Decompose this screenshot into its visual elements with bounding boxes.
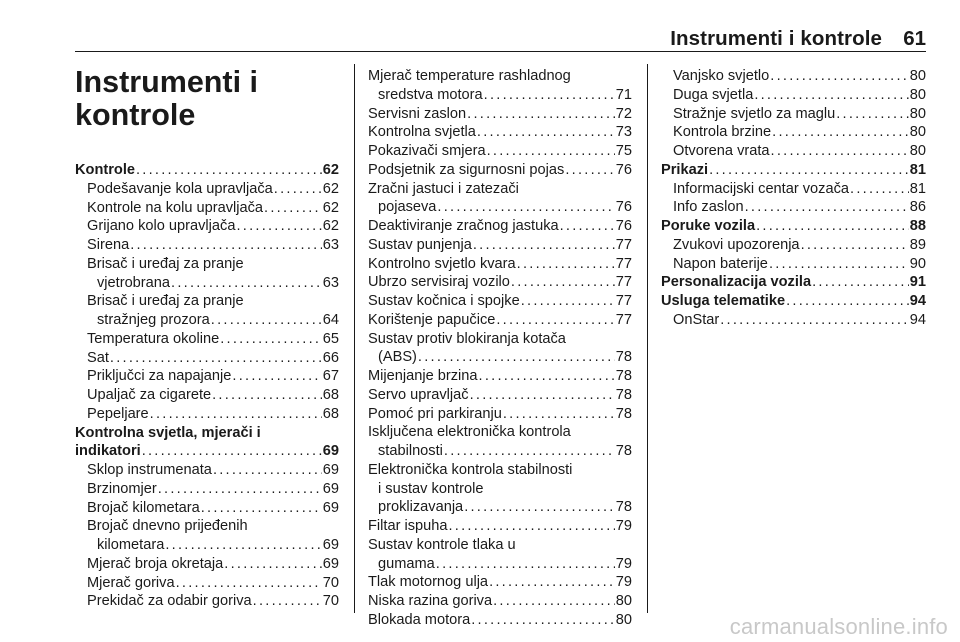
dot-leader: [150, 405, 322, 424]
toc-page-number: 77: [615, 255, 632, 272]
dot-leader: [220, 330, 322, 349]
toc-page-number: 69: [322, 537, 339, 553]
chapter-title: [75, 66, 345, 131]
toc-page-number: 69: [322, 462, 339, 478]
toc-entry-text: Brisač i uređaj za pranje: [87, 293, 244, 310]
toc-entry[interactable]: [368, 217, 632, 236]
toc-entry-text: Brisač i uređaj za pranje: [87, 255, 244, 272]
dot-leader: [772, 123, 909, 142]
toc-entry[interactable]: [661, 311, 926, 330]
toc-entry[interactable]: [368, 161, 632, 180]
toc-entry[interactable]: [75, 367, 339, 386]
toc-entry[interactable]: [368, 461, 632, 517]
column-divider-1: [354, 64, 355, 613]
toc-entry[interactable]: [75, 292, 339, 330]
toc-entry[interactable]: [75, 349, 339, 368]
toc-entry[interactable]: [661, 255, 926, 274]
toc-entry-text: Stražnje svjetlo za maglu: [673, 105, 836, 122]
toc-page-number: 63: [322, 237, 339, 253]
running-title: Instrumenti i kontrole: [670, 27, 882, 50]
toc-entry-text: Vanjsko svjetlo: [673, 68, 770, 84]
toc-page-number: 75: [615, 143, 632, 159]
toc-entry-text: Tlak motornog ulja: [368, 574, 489, 591]
toc-entry[interactable]: [368, 67, 632, 105]
toc-entry-text: Brzinomjer: [87, 480, 157, 497]
toc-entry-text: Podešavanje kola upravljača: [87, 180, 273, 197]
dot-leader: [470, 386, 615, 405]
toc-entry-text: Deaktiviranje zračnog jastuka: [368, 218, 559, 234]
toc-page-number: 80: [615, 611, 632, 628]
dot-leader: [212, 386, 322, 405]
toc-page-number: 76: [615, 161, 632, 178]
toc-entry[interactable]: [75, 199, 339, 218]
toc-entry-text: Usluga telematike: [661, 293, 786, 309]
toc-entry-text: Poruke vozila: [661, 218, 756, 234]
toc-entry-text: stražnjeg prozora: [97, 312, 210, 328]
toc-entry-text: Otvorena vrata: [673, 143, 770, 159]
toc-entry[interactable]: [661, 67, 926, 86]
toc-entry-text: Sustav protiv blokiranja kotača: [368, 330, 566, 347]
dot-leader: [211, 311, 322, 330]
toc-entry[interactable]: [75, 386, 339, 405]
dot-leader: [436, 555, 615, 574]
dot-leader: [560, 217, 615, 236]
watermark: carmanualsonline.info: [729, 614, 948, 639]
chapter-title-line-2: kontrole: [75, 97, 196, 132]
toc-page-number: 69: [322, 480, 339, 497]
toc-entry-text: OnStar: [673, 311, 720, 328]
page-header: [0, 0, 960, 52]
dot-leader: [158, 480, 322, 499]
toc-entry-text: sredstva motora: [378, 86, 483, 103]
toc-entry[interactable]: [368, 573, 632, 592]
toc-page-number: 81: [909, 180, 926, 197]
toc-entry-text: Mijenjanje brzina: [368, 368, 478, 384]
toc-entry-text: stabilnosti: [378, 443, 443, 459]
toc-entry[interactable]: [75, 461, 339, 480]
toc-page-number: 71: [615, 86, 632, 103]
toc-page-number: 65: [322, 330, 339, 347]
toc-entry-text: Zvukovi upozorenja: [673, 236, 800, 253]
toc-entry[interactable]: [661, 236, 926, 255]
dot-leader: [493, 592, 615, 611]
toc-entry-text: Korištenje papučice: [368, 311, 496, 328]
dot-leader: [503, 405, 615, 424]
toc-entry[interactable]: [368, 592, 632, 611]
toc-entry[interactable]: [661, 86, 926, 105]
toc-entry-text: Sustav kontrole tlaka u: [368, 536, 516, 553]
dot-leader: [224, 555, 321, 574]
toc-entry[interactable]: [661, 123, 926, 142]
dot-leader: [471, 611, 615, 630]
toc-page-number: 91: [909, 274, 926, 291]
dot-leader: [176, 574, 322, 593]
toc-page-number: 78: [615, 443, 632, 459]
toc-page-number: 69: [322, 499, 339, 516]
toc-entry[interactable]: [368, 142, 632, 161]
dot-leader: [467, 105, 615, 124]
toc-page-number: 94: [909, 311, 926, 328]
toc-entry-text: Mjerač temperature rashladnog: [368, 68, 571, 84]
toc-page-number: 88: [909, 218, 926, 234]
toc-entry[interactable]: [368, 236, 632, 255]
dot-leader: [521, 292, 615, 311]
dot-leader: [171, 274, 322, 293]
column-divider-2: [647, 64, 648, 613]
toc-entry[interactable]: [368, 180, 632, 218]
dot-leader: [464, 498, 615, 517]
toc-entry-text: Mjerač broja okretaja: [87, 555, 224, 572]
toc-entry-text: kilometara: [97, 537, 165, 553]
toc-entry[interactable]: [661, 161, 926, 180]
toc-entry[interactable]: [75, 255, 339, 293]
toc-entry[interactable]: [661, 142, 926, 161]
dot-leader: [517, 255, 615, 274]
toc-entry-text: Isključena elektronička kontrola: [368, 424, 571, 441]
toc-page-number: 78: [615, 499, 632, 516]
toc-page-number: 89: [909, 236, 926, 253]
dot-leader: [770, 67, 909, 86]
toc-page-number: 77: [615, 311, 632, 328]
header-rule: [75, 51, 926, 52]
toc-page-number: 69: [322, 443, 339, 460]
toc-page-number: 70: [322, 574, 339, 591]
toc-entry-text: Sustav punjenja: [368, 236, 472, 253]
dot-leader: [487, 142, 615, 161]
dot-leader: [709, 161, 909, 180]
dot-leader: [511, 273, 615, 292]
toc-entry[interactable]: [75, 517, 339, 555]
toc-entry-text: pojaseva: [378, 199, 437, 216]
toc-page-number: 90: [909, 255, 926, 272]
toc-entry[interactable]: [368, 367, 632, 386]
toc-entry-text: Upaljač za cigarete: [87, 387, 212, 403]
toc-entry[interactable]: [368, 273, 632, 292]
toc-entry-text: i sustav kontrole: [378, 480, 484, 497]
dot-leader: [444, 442, 615, 461]
toc-entry-text: Grijano kolo upravljača: [87, 218, 236, 235]
toc-page-number: 80: [909, 124, 926, 141]
dot-leader: [769, 255, 909, 274]
toc-entry[interactable]: [661, 105, 926, 124]
toc-entry-text: Duga svjetla: [673, 86, 754, 103]
toc-entry[interactable]: [75, 236, 339, 255]
toc-entry-text: Informacijski centar vozača: [673, 180, 850, 197]
toc-entry-text: vjetrobrana: [97, 274, 171, 291]
dot-leader: [801, 236, 909, 255]
toc-entry-text: Sirena: [87, 237, 130, 253]
dot-leader: [745, 198, 909, 217]
toc-entry[interactable]: [368, 611, 632, 630]
toc-page-number: 69: [322, 555, 339, 572]
toc-page-number: 77: [615, 236, 632, 253]
toc-entry[interactable]: [368, 330, 632, 368]
toc-page-number: 80: [909, 143, 926, 159]
toc-page-number: 63: [322, 274, 339, 291]
dot-leader: [264, 199, 322, 218]
toc-entry-text: (ABS): [378, 349, 417, 366]
toc-page-number: 77: [615, 274, 632, 291]
toc-entry-text: Kontrola brzine: [673, 124, 772, 141]
toc-entry-text: Personalizacija vozila: [661, 274, 812, 291]
toc-page-number: 67: [322, 368, 339, 385]
toc-entry[interactable]: [661, 198, 926, 217]
toc-entry[interactable]: [75, 555, 339, 574]
toc-page-number: 62: [322, 162, 339, 178]
toc-page-number: 79: [615, 555, 632, 572]
dot-leader: [201, 499, 322, 518]
toc-page-number: 73: [615, 124, 632, 141]
toc-column-1: [75, 161, 339, 611]
dot-leader: [484, 86, 615, 105]
toc-page-number: 62: [322, 218, 339, 235]
toc-page-number: 78: [615, 349, 632, 366]
toc-entry-text: Kontrole: [75, 162, 135, 178]
toc-entry-text: Elektronička kontrola stabilnosti: [368, 461, 573, 478]
toc-entry-text: Napon baterije: [673, 255, 768, 272]
toc-entry-text: Priključci za napajanje: [87, 368, 232, 385]
toc-entry-text: Mjerač goriva: [87, 574, 175, 591]
dot-leader: [786, 292, 909, 311]
toc-page-number: 80: [909, 68, 926, 84]
toc-page-number: 70: [322, 593, 339, 610]
toc-entry-text: Ubrzo servisiraj vozilo: [368, 274, 510, 291]
page-number: 61: [903, 27, 926, 50]
toc-entry-text: Prekidač za odabir goriva: [87, 593, 252, 610]
toc-entry-text: proklizavanja: [378, 499, 464, 516]
toc-entry[interactable]: [75, 217, 339, 236]
dot-leader: [850, 180, 909, 199]
dot-leader: [136, 161, 322, 180]
toc-entry-text: Podsjetnik za sigurnosni pojas: [368, 161, 565, 178]
toc-page-number: 68: [322, 387, 339, 403]
toc-entry-text: Servisni zaslon: [368, 105, 467, 122]
toc-page-number: 76: [615, 199, 632, 216]
toc-page-number: 68: [322, 405, 339, 422]
toc-page-number: 76: [615, 218, 632, 234]
toc-page-number: 77: [615, 293, 632, 309]
toc-entry-text: Pomoć pri parkiranju: [368, 405, 502, 422]
toc-page-number: 78: [615, 405, 632, 422]
toc-page-number: 79: [615, 518, 632, 534]
toc-entry[interactable]: [661, 180, 926, 199]
toc-entry[interactable]: [661, 217, 926, 236]
toc-entry-text: Sklop instrumenata: [87, 462, 212, 478]
toc-entry[interactable]: [75, 574, 339, 593]
toc-entry[interactable]: [75, 499, 339, 518]
dot-leader: [253, 592, 322, 611]
toc-page-number: 62: [322, 199, 339, 216]
toc-entry-text: Kontrolna svjetla, mjerači i: [75, 424, 261, 441]
dot-leader: [449, 517, 615, 536]
dot-leader: [720, 311, 909, 330]
toc-entry-text: Brojač kilometara: [87, 499, 200, 516]
toc-entry[interactable]: [368, 255, 632, 274]
toc-page-number: 79: [615, 574, 632, 591]
toc-entry-text: Prikazi: [661, 161, 709, 178]
toc-entry[interactable]: [75, 161, 339, 180]
dot-leader: [236, 217, 321, 236]
toc-entry[interactable]: [368, 405, 632, 424]
toc-page-number: 86: [909, 199, 926, 216]
toc-entry-text: Temperatura okoline: [87, 330, 220, 347]
toc-page-number: 78: [615, 368, 632, 384]
toc-entry[interactable]: [368, 123, 632, 142]
dot-leader: [165, 536, 321, 555]
dot-leader: [756, 217, 909, 236]
toc-entry[interactable]: [75, 405, 339, 424]
dot-leader: [771, 142, 909, 161]
toc-page-number: 66: [322, 349, 339, 366]
toc-entry[interactable]: [75, 592, 339, 611]
dot-leader: [489, 573, 615, 592]
dot-leader: [836, 105, 909, 124]
toc-entry[interactable]: [75, 480, 339, 499]
dot-leader: [130, 236, 322, 255]
toc-column-2: [368, 67, 632, 630]
toc-entry[interactable]: [368, 517, 632, 536]
dot-leader: [477, 123, 615, 142]
toc-entry-text: Servo upravljač: [368, 386, 469, 403]
toc-entry[interactable]: [368, 311, 632, 330]
toc-page-number: 78: [615, 386, 632, 403]
toc-entry-text: gumama: [378, 555, 435, 572]
toc-entry-text: Sustav kočnica i spojke: [368, 293, 520, 309]
toc-page-number: 64: [322, 312, 339, 328]
toc-entry[interactable]: [368, 292, 632, 311]
dot-leader: [110, 349, 322, 368]
toc-entry[interactable]: [368, 423, 632, 461]
toc-entry[interactable]: [75, 330, 339, 349]
toc-entry-text: Kontrolno svjetlo kvara: [368, 255, 516, 272]
chapter-title-line-1: Instrumenti i: [75, 65, 259, 99]
dot-leader: [418, 348, 615, 367]
toc-page-number: 80: [909, 105, 926, 122]
toc-page-number: 72: [615, 105, 632, 122]
toc-page-number: 81: [909, 161, 926, 178]
toc-column-3: [661, 67, 926, 330]
dot-leader: [479, 367, 615, 386]
toc-entry-text: indikatori: [75, 443, 141, 460]
toc-entry-text: Niska razina goriva: [368, 593, 493, 609]
toc-entry[interactable]: [661, 292, 926, 311]
toc-page-number: 80: [909, 86, 926, 103]
dot-leader: [274, 180, 322, 199]
toc-entry[interactable]: [368, 105, 632, 124]
dot-leader: [812, 273, 909, 292]
toc-entry[interactable]: [368, 386, 632, 405]
toc-entry-text: Sat: [87, 349, 109, 366]
toc-entry[interactable]: [75, 180, 339, 199]
dot-leader: [142, 442, 322, 461]
toc-entry[interactable]: [368, 536, 632, 574]
dot-leader: [232, 367, 321, 386]
toc-page-number: 94: [909, 293, 926, 309]
toc-entry[interactable]: [75, 424, 339, 462]
toc-entry-text: Pepeljare: [87, 405, 149, 422]
toc-entry-text: Kontrolna svjetla: [368, 124, 476, 141]
toc-entry-text: Pokazivači smjera: [368, 143, 486, 159]
dot-leader: [754, 86, 908, 105]
toc-entry-text: Info zaslon: [673, 199, 744, 216]
toc-page-number: 62: [322, 180, 339, 197]
toc-page-number: 80: [615, 593, 632, 609]
dot-leader: [496, 311, 614, 330]
toc-entry-text: Filtar ispuha: [368, 518, 448, 534]
dot-leader: [213, 461, 322, 480]
dot-leader: [473, 236, 615, 255]
toc-entry-text: Kontrole na kolu upravljača: [87, 199, 264, 216]
dot-leader: [437, 198, 614, 217]
toc-entry-text: Zračni jastuci i zatezači: [368, 180, 519, 197]
dot-leader: [565, 161, 614, 180]
toc-entry-text: Brojač dnevno prijeđenih: [87, 518, 248, 535]
toc-entry-text: Blokada motora: [368, 611, 471, 628]
toc-entry[interactable]: [661, 273, 926, 292]
